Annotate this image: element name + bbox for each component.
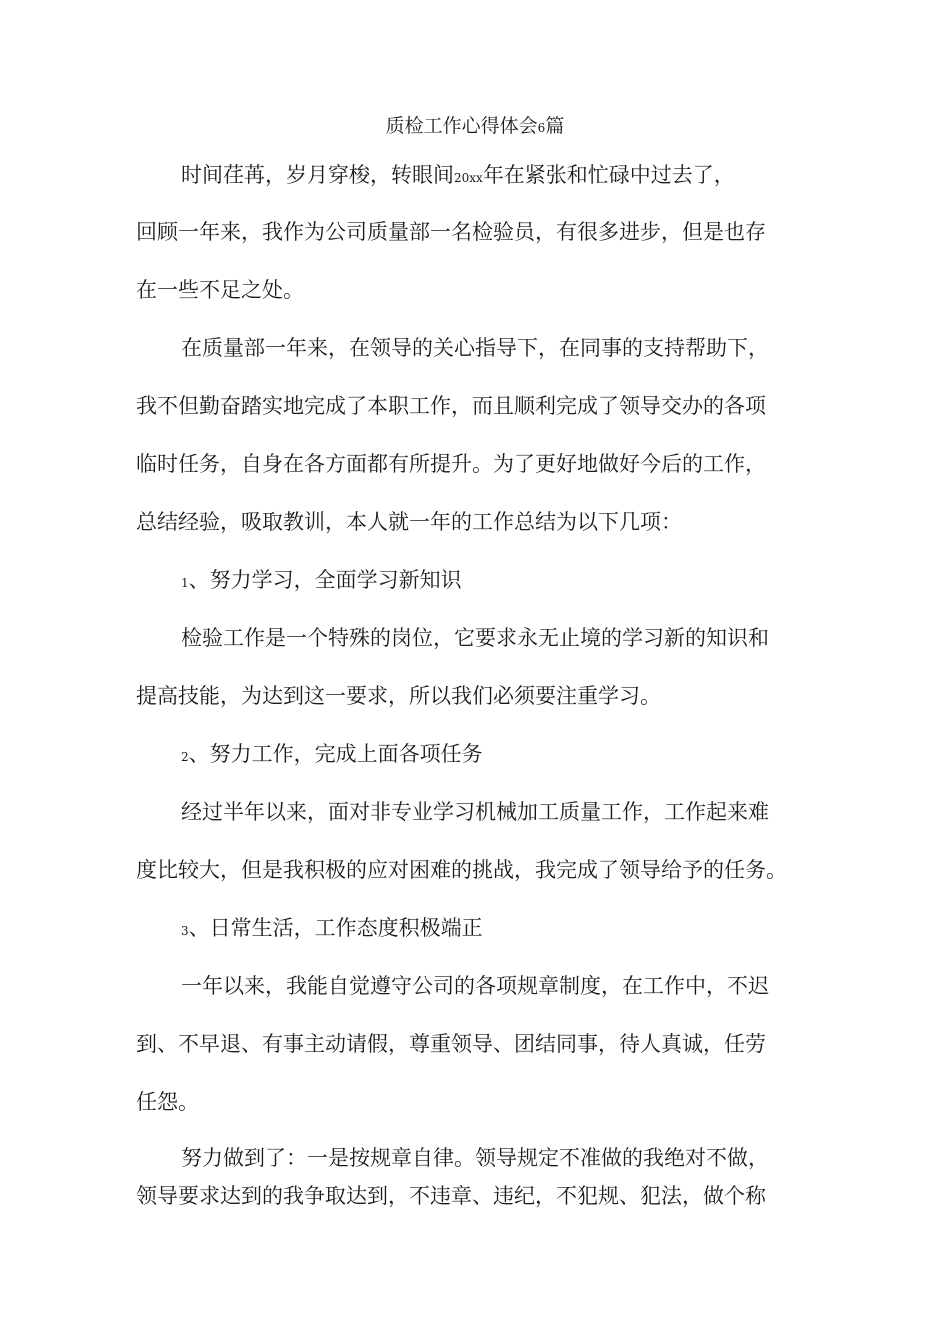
title-main: 质检工作心得体会 (385, 115, 538, 137)
paragraph-4-line-2: 度比较大，但是我积极的应对困难的挑战，我完成了领导给予的任务。 (136, 858, 787, 882)
document-title (0, 112, 950, 142)
year-placeholder: 20xx (454, 171, 483, 185)
paragraph-6-line-2: 领导要求达到的我争取达到，不违章、违纪，不犯规、犯法，做个称 (136, 1184, 766, 1208)
heading-text: 、努力学习，全面学习新知识 (188, 568, 462, 592)
paragraph-2-line-1: 在质量部一年来，在领导的关心指导下，在同事的支持帮助下， (181, 336, 769, 360)
heading-text: 、日常生活，工作态度积极端正 (188, 916, 483, 940)
title-number: 6 (537, 121, 546, 135)
paragraph-2-line-3: 临时任务，自身在各方面都有所提升。为了更好地做好今后的工作， (136, 452, 766, 476)
paragraph-5-line-2: 到、不早退、有事主动请假，尊重领导、团结同事，待人真诚，任劳 (136, 1032, 766, 1056)
section-heading-2 (181, 740, 483, 771)
paragraph-1-line-3: 在一些不足之处。 (136, 278, 304, 302)
text-segment: 年在紧张和忙碌中过去了， (482, 163, 735, 187)
paragraph-2-line-2: 我不但勤奋踏实地完成了本职工作，而且顺利完成了领导交办的各项 (136, 394, 766, 418)
paragraph-1-line-2: 回顾一年来，我作为公司质量部一名检验员，有很多进步，但是也存 (136, 220, 766, 244)
paragraph-2-line-4: 总结经验，吸取教训，本人就一年的工作总结为以下几项： (136, 510, 682, 534)
paragraph-5-line-1: 一年以来，我能自觉遵守公司的各项规章制度，在工作中，不迟 (181, 974, 769, 998)
section-heading-3 (181, 914, 483, 945)
section-heading-1 (181, 566, 462, 597)
heading-number: 3 (181, 924, 189, 938)
heading-number: 1 (181, 576, 189, 590)
paragraph-5-line-3: 任怨。 (136, 1090, 199, 1114)
paragraph-1-line-1 (181, 161, 735, 192)
text-segment: 时间荏苒，岁月穿梭，转眼间 (181, 163, 454, 187)
paragraph-3-line-1: 检验工作是一个特殊的岗位，它要求永无止境的学习新的知识和 (181, 626, 769, 650)
heading-text: 、努力工作，完成上面各项任务 (188, 742, 483, 766)
heading-number: 2 (181, 750, 189, 764)
paragraph-3-line-2: 提高技能，为达到这一要求，所以我们必须要注重学习。 (136, 684, 661, 708)
title-suffix: 篇 (545, 115, 565, 137)
paragraph-4-line-1: 经过半年以来，面对非专业学习机械加工质量工作，工作起来难 (181, 800, 769, 824)
paragraph-6-line-1: 努力做到了：一是按规章自律。领导规定不准做的我绝对不做， (181, 1146, 769, 1170)
